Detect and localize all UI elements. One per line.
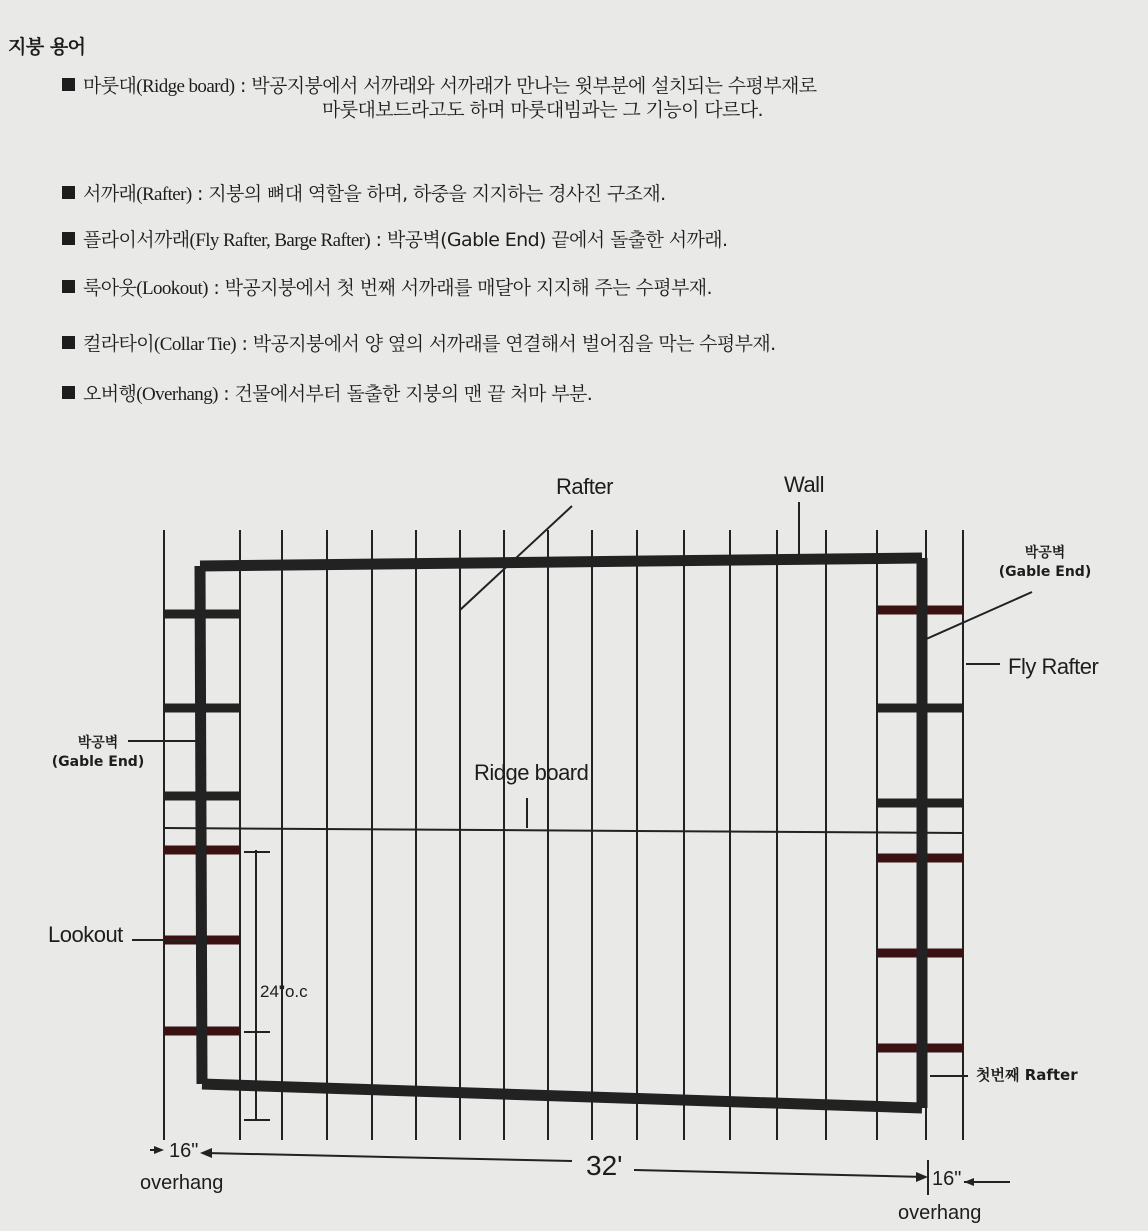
label-overhang-left: overhang [140,1172,224,1194]
label-spacing: 24"o.c [260,982,308,1001]
term-desc: 건물에서부터 돌출한 지붕의 맨 끝 처마 부분. [234,383,593,405]
span-dim-left [206,1153,572,1161]
span-dim-right [634,1170,926,1177]
label-fly-rafter: Fly Rafter [1008,654,1099,679]
term-separator: : [370,229,387,251]
label-gable-end-right [980,544,1110,582]
term-separator: : [191,183,209,205]
term-name: 마룻대(Ridge board) [83,76,235,97]
label-span: 32' [586,1150,623,1181]
rafter-lines [164,530,963,1140]
term-desc: 박공벽(Gable End) 끝에서 돌출한 서까래. [386,229,728,251]
label-overhang-size-right: 16" [932,1168,962,1190]
leader-gable-end-right [924,592,1032,640]
term-desc: 박공지붕에서 양 옆의 서까래를 연결해서 벌어짐을 막는 수평부재. [252,333,776,355]
wall-structure [164,558,963,1108]
term-name: 오버행(Overhang) [83,384,218,405]
gable-end-en: (Gable End) [998,564,1092,580]
label-ridge-board: Ridge board [474,760,589,785]
term-separator: : [217,383,235,405]
term-separator: : [234,75,252,97]
label-rafter: Rafter [556,474,613,499]
term-desc: 지붕의 뼈대 역할을 하며, 하중을 지지하는 경사진 구조재. [208,183,666,205]
label-overhang-size-left: 16" [169,1140,199,1162]
label-overhang-right: overhang [898,1202,982,1224]
term-name: 서까래(Rafter) [83,184,192,205]
label-lookout: Lookout [48,922,123,947]
term-separator: : [207,277,225,299]
overhang-left-arrow [154,1146,164,1154]
term-desc: 박공지붕에서 서까래와 서까래가 만나는 윗부분에 설치되는 수평부재로 [251,75,817,97]
wall-left-gable-end [200,566,202,1084]
label-first-rafter: 첫번째 Rafter [976,1066,1078,1084]
section-title: 지붕 용어 [8,36,86,58]
label-gable-end-left [38,734,158,772]
gable-end-kr: 박공벽 [77,735,119,751]
term-separator: : [236,333,253,355]
overhang-right-arrow [964,1178,974,1186]
span-arrow-left [200,1148,212,1158]
term-ridge-board-desc-cont: 마룻대보드라고도 하며 마룻대빔과는 그 기능이 다르다. [322,99,763,121]
term-name: 컬라타이(Collar Tie) [83,334,237,355]
gable-end-en: (Gable End) [51,754,145,770]
label-wall: Wall [784,472,824,497]
wall-bottom [202,1084,922,1108]
term-name: 룩아웃(Lookout) [83,278,208,299]
term-name: 플라이서까래(Fly Rafter, Barge Rafter) [83,230,371,251]
ridge-board-line [164,828,963,833]
gable-end-kr: 박공벽 [1024,545,1066,561]
wall-top [200,558,922,566]
span-arrow-right [916,1172,928,1182]
term-desc: 박공지붕에서 첫 번째 서까래를 매달아 지지해 주는 수평부재. [224,277,712,299]
